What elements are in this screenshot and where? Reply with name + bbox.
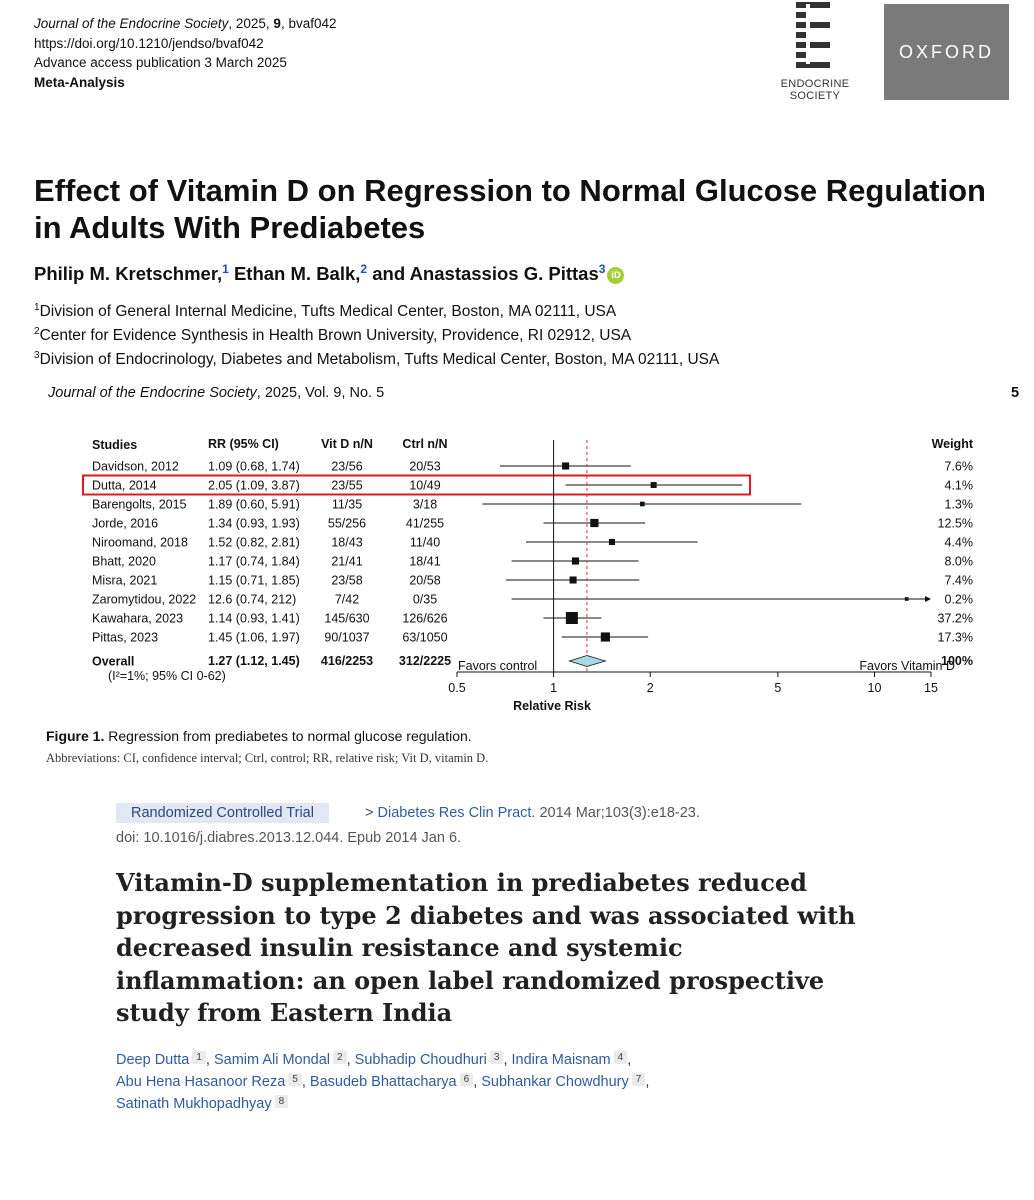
- pubmed-author[interactable]: Satinath Mukhopadhyay: [116, 1096, 272, 1112]
- header-weight: Weight: [931, 437, 973, 451]
- study-name: Niroomand, 2018: [92, 535, 188, 550]
- point-estimate: [590, 519, 598, 527]
- ci-arrow-icon: [925, 596, 931, 602]
- study-weight: 1.3%: [944, 497, 973, 512]
- study-weight: 12.5%: [937, 516, 973, 531]
- study-rr: 1.89 (0.60, 5.91): [208, 497, 300, 512]
- article-metadata: [34, 14, 336, 92]
- running-journal: Journal of the Endocrine Society: [48, 385, 257, 401]
- study-ctrl: 3/18: [412, 497, 438, 512]
- study-vitd: 18/43: [331, 535, 363, 550]
- author-affiliation-sup[interactable]: 2: [333, 1051, 347, 1064]
- affiliation: [34, 322, 719, 346]
- author-affiliation-sup[interactable]: 6: [460, 1073, 474, 1086]
- affiliation-sup: 1: [34, 302, 40, 313]
- study-vitd: 145/630: [324, 611, 370, 626]
- point-estimate: [905, 597, 909, 601]
- study-ctrl: 18/41: [409, 554, 441, 569]
- endocrine-society-wordmark: [770, 78, 860, 102]
- figure-caption-text: Regression from prediabetes to normal glucose regulation.: [104, 728, 472, 744]
- study-ctrl: 20/53: [409, 459, 441, 474]
- journal-volume: 9: [273, 16, 281, 31]
- point-estimate: [566, 612, 578, 624]
- page-number: 5: [1011, 385, 1020, 401]
- author-affiliation-sup[interactable]: 8: [275, 1095, 289, 1108]
- paper-title: Effect of Vitamin D on Regression to Normal Glucose Regulation in Adults With Prediabetes: [34, 173, 986, 245]
- favors-vitd-label: Favors Vitamin D: [859, 659, 955, 673]
- pubmed-author[interactable]: Abu Hena Hasanoor Reza: [116, 1074, 286, 1090]
- author-name[interactable]: Ethan M. Balk,: [228, 263, 361, 285]
- author-affiliation-sup[interactable]: 4: [614, 1051, 628, 1064]
- study-rr: 1.17 (0.74, 1.84): [208, 554, 300, 569]
- study-name: Pittas, 2023: [92, 630, 159, 645]
- author-sup[interactable]: 2: [360, 262, 368, 276]
- author-name[interactable]: and Anastassios G. Pittas: [367, 263, 599, 285]
- citation-line: [365, 805, 700, 821]
- study-weight: 8.0%: [944, 554, 973, 569]
- author-affiliation-sup[interactable]: 5: [288, 1073, 302, 1086]
- point-estimate: [609, 539, 615, 545]
- study-vitd: 23/58: [331, 573, 363, 588]
- study-name: Barengolts, 2015: [92, 497, 187, 512]
- header-vitd: Vit D n/N: [321, 437, 373, 451]
- doi-line: doi: 10.1016/j.diabres.2013.12.044. Epub 2014 Jan 6.: [116, 830, 462, 846]
- journal-year: , 2025,: [228, 16, 274, 31]
- pubmed-author[interactable]: Basudeb Bhattacharya: [309, 1074, 457, 1090]
- society-line1: ENDOCRINE: [780, 78, 850, 90]
- x-axis-label: Relative Risk: [513, 699, 591, 713]
- author-name[interactable]: Philip M. Kretschmer,: [34, 263, 223, 285]
- pubmed-author-list: Deep Dutta 1 , Samim Ali Mondal 2 , Subhadip Choudhuri 3 , Indira Maisnam 4 , Abu Hena Hasanoor Reza 5 , Basudeb Bhattacharya 6 , Subhankar Chowdhury 7 , Satinath Mukhopadhyay 8: [116, 1052, 650, 1112]
- study-rr: 1.09 (0.68, 1.74): [208, 459, 300, 474]
- figure-label: Figure 1.: [46, 728, 105, 744]
- x-tick-label: 10: [867, 681, 882, 695]
- study-vitd: 90/1037: [324, 630, 370, 645]
- journal-link[interactable]: Diabetes Res Clin Pract.: [377, 805, 536, 821]
- pubmed-author[interactable]: Deep Dutta: [116, 1052, 190, 1068]
- affiliation-sup: 2: [34, 326, 40, 338]
- study-weight: 7.4%: [944, 573, 973, 588]
- pubmed-author[interactable]: Indira Maisnam: [511, 1052, 611, 1068]
- author-sup[interactable]: 3: [598, 262, 606, 276]
- study-name: Bhatt, 2020: [92, 554, 156, 569]
- publisher-name: OXFORD: [898, 41, 994, 62]
- publication-type-badge[interactable]: Randomized Controlled Trial: [116, 803, 329, 823]
- study-name: Misra, 2021: [92, 573, 158, 588]
- pubmed-article-title: Vitamin-D supplementation in prediabetes reduced progression to type 2 diabetes and was associated with decreased insulin resistance and systemic inflammation: an open label randomized prospective study from Eastern India: [116, 868, 856, 1027]
- pubmed-author[interactable]: Subhankar Chowdhury: [481, 1074, 629, 1090]
- overall-ctrl: 312/2225: [398, 654, 452, 668]
- oxford-logo: [884, 4, 1009, 100]
- study-weight: 17.3%: [937, 630, 973, 645]
- point-estimate: [572, 557, 579, 564]
- header-rr: RR (95% CI): [208, 437, 279, 451]
- author-affiliation-sup[interactable]: 1: [192, 1051, 206, 1064]
- article-id: , bvaf042: [280, 16, 337, 31]
- study-name: Jorde, 2016: [92, 516, 159, 531]
- point-estimate: [570, 576, 577, 583]
- overall-label: Overall: [92, 654, 135, 669]
- study-rr: 1.14 (0.93, 1.41): [208, 611, 300, 626]
- study-ctrl: 63/1050: [402, 630, 448, 645]
- overall-weight: 100%: [941, 654, 973, 668]
- affiliation-text: Division of Endocrinology, Diabetes and Metabolism, Tufts Medical Center, Boston, MA 02111, USA: [39, 351, 720, 369]
- study-vitd: 11/35: [331, 497, 363, 512]
- favors-control-label: Favors control: [458, 659, 538, 673]
- heterogeneity-stat: (I²=1%; 95% CI 0-62): [108, 669, 226, 683]
- header-studies: Studies: [92, 438, 138, 452]
- affiliation-sup: 3: [34, 350, 40, 362]
- study-name: Davidson, 2012: [92, 459, 179, 474]
- affiliation-text: Center for Evidence Synthesis in Health Brown University, Providence, RI 02912, USA: [39, 327, 632, 345]
- study-vitd: 23/56: [331, 459, 363, 474]
- study-vitd: 7/42: [334, 592, 360, 607]
- figure-caption: [46, 728, 472, 744]
- author-affiliation-sup[interactable]: 3: [490, 1051, 504, 1064]
- study-rr: 1.15 (0.71, 1.85): [208, 573, 300, 588]
- study-rr: 1.34 (0.93, 1.93): [208, 516, 300, 531]
- x-tick-label: 5: [774, 681, 782, 695]
- point-estimate: [601, 632, 610, 641]
- header-ctrl: Ctrl n/N: [402, 437, 448, 451]
- doi-link[interactable]: https://doi.org/10.1210/jendso/bvaf042: [34, 35, 264, 51]
- study-weight: 0.2%: [944, 592, 973, 607]
- page-running-header: [48, 385, 384, 401]
- overall-diamond: [569, 656, 605, 667]
- citation-details: 2014 Mar;103(3):e18-23.: [535, 805, 700, 821]
- figure-abbreviations: Abbreviations: CI, confidence interval; Ctrl, control; RR, relative risk; Vit D, vitamin D.: [46, 751, 489, 765]
- orcid-icon[interactable]: iD: [607, 267, 624, 284]
- study-name: Kawahara, 2023: [92, 611, 184, 626]
- affiliation-text: Division of General Internal Medicine, Tufts Medical Center, Boston, MA 02111, USA: [39, 303, 617, 321]
- study-ctrl: 0/35: [412, 592, 438, 607]
- pubmed-author[interactable]: Subhadip Choudhuri: [354, 1052, 487, 1068]
- affiliation: [34, 346, 719, 370]
- study-weight: 4.1%: [944, 478, 973, 493]
- study-vitd: 21/41: [331, 554, 363, 569]
- x-tick-label: 2: [646, 681, 654, 695]
- article-type: Meta-Analysis: [34, 74, 125, 90]
- study-rr: 2.05 (1.09, 3.87): [208, 478, 300, 493]
- affiliation: [34, 298, 719, 322]
- study-ctrl: 20/58: [409, 573, 441, 588]
- forest-plot: [0, 420, 1034, 720]
- overall-vitd: 416/2253: [320, 654, 374, 668]
- x-tick-label: 15: [924, 681, 938, 695]
- point-estimate: [640, 502, 645, 507]
- study-rr: 12.6 (0.74, 212): [208, 592, 297, 607]
- x-tick-label: 0.5: [448, 681, 466, 695]
- affiliations: [34, 298, 719, 370]
- x-tick-label: 1: [550, 681, 558, 695]
- author-affiliation-sup[interactable]: 7: [632, 1073, 646, 1086]
- study-name: Dutta, 2014: [92, 478, 157, 493]
- study-rr: 1.45 (1.06, 1.97): [208, 630, 300, 645]
- journal-name: Journal of the Endocrine Society: [34, 16, 229, 31]
- study-ctrl: 10/49: [409, 478, 441, 493]
- study-rr: 1.52 (0.82, 2.81): [208, 535, 300, 550]
- running-volume: , 2025, Vol. 9, No. 5: [256, 385, 385, 401]
- study-name: Zaromytidou, 2022: [92, 592, 197, 607]
- study-weight: 7.6%: [944, 459, 973, 474]
- society-line2: SOCIETY: [789, 90, 841, 102]
- study-vitd: 23/55: [331, 478, 363, 493]
- study-ctrl: 126/626: [402, 611, 448, 626]
- paper-authors: [34, 262, 624, 285]
- overall-rr: 1.27 (1.12, 1.45): [208, 654, 300, 668]
- access-date: Advance access publication 3 March 2025: [34, 55, 287, 70]
- study-ctrl: 11/40: [409, 535, 441, 550]
- point-estimate: [562, 462, 569, 469]
- study-weight: 4.4%: [944, 535, 973, 550]
- point-estimate: [651, 482, 657, 488]
- study-weight: 37.2%: [937, 611, 973, 626]
- study-ctrl: 41/255: [405, 516, 445, 531]
- author-sup[interactable]: 1: [222, 262, 229, 276]
- study-vitd: 55/256: [327, 516, 367, 531]
- chevron-right-icon[interactable]: >: [365, 805, 374, 821]
- pubmed-author[interactable]: Samim Ali Mondal: [213, 1052, 331, 1068]
